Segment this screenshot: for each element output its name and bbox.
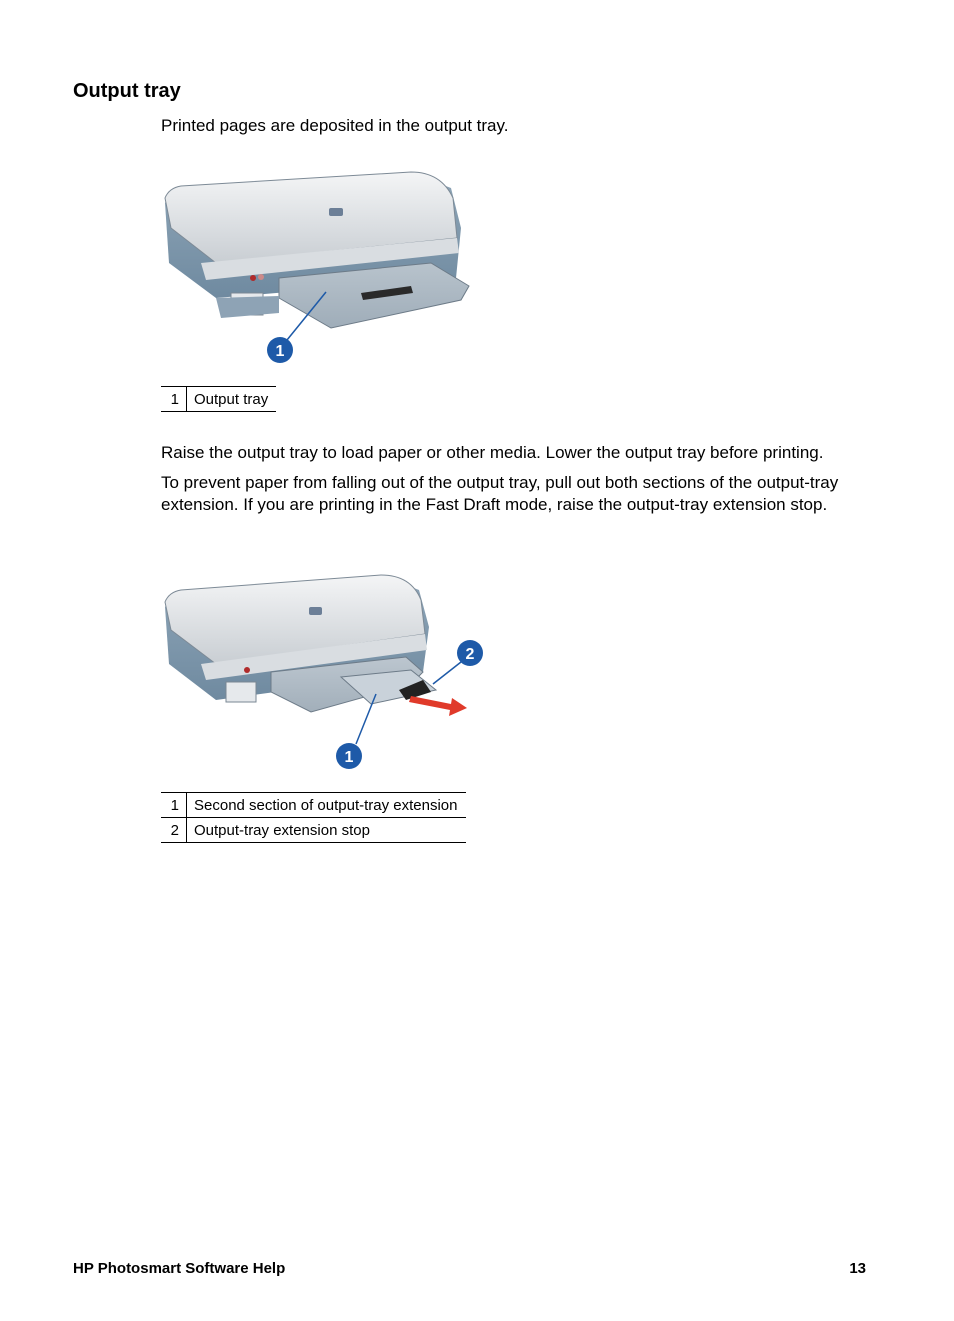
intro-text: Printed pages are deposited in the output tray. (161, 116, 509, 135)
section-title: Output tray (73, 80, 181, 102)
printer-tray-extension-illustration (161, 572, 487, 777)
figure1-callout-table (161, 386, 276, 412)
figure2-callout-table (161, 792, 466, 843)
table-row (161, 818, 466, 843)
callout-number: 2 (161, 818, 187, 843)
page-number: 13 (849, 1260, 866, 1277)
footer-title: HP Photosmart Software Help (73, 1260, 286, 1277)
body-paragraph-2: To prevent paper from falling out of the output tray, pull out both sections of the output-tray extension. If you are printing in the Fast Draft mode, raise the output-tray extension stop. (161, 473, 839, 514)
table-row (161, 387, 276, 412)
table-row (161, 793, 466, 818)
printer-output-tray-illustration (161, 168, 471, 371)
callout-1-number: 1 (275, 343, 285, 360)
callout-label: Output-tray extension stop (187, 818, 466, 843)
body-paragraph-1: Raise the output tray to load paper or other media. Lower the output tray before printing. (161, 443, 824, 462)
callout-number: 1 (161, 387, 187, 412)
callout-1-number: 1 (344, 749, 354, 766)
callout-2-number: 2 (465, 646, 475, 663)
callout-label: Output tray (187, 387, 277, 412)
callout-label: Second section of output-tray extension (187, 793, 466, 818)
callout-number: 1 (161, 793, 187, 818)
